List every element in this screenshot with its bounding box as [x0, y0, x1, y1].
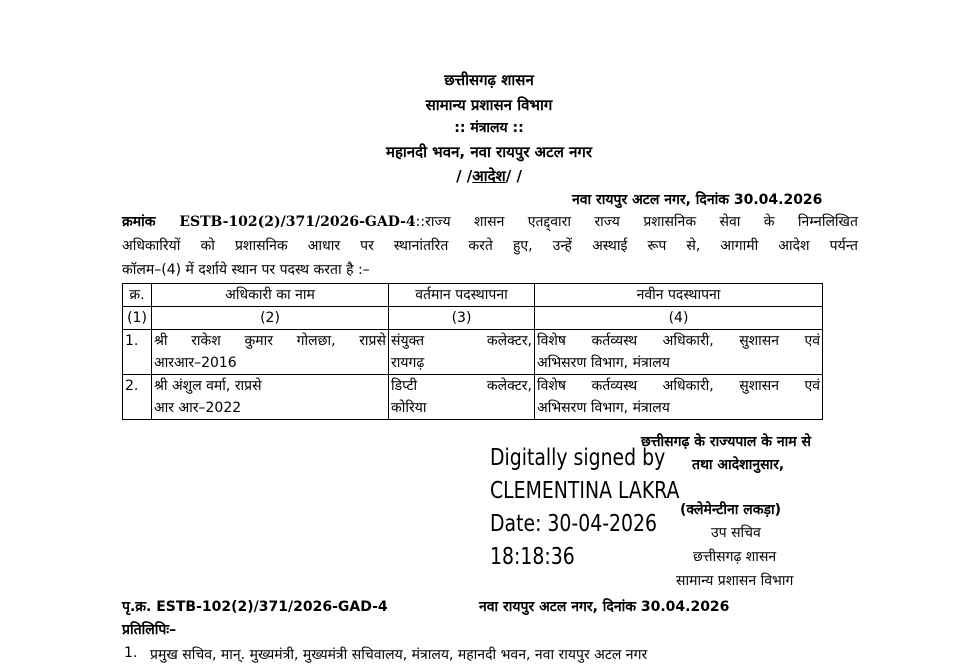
row-new-posting: [535, 375, 823, 420]
current-posting-line-1: डिप्टी कलेक्टर,: [391, 378, 532, 394]
table-header-row: [123, 284, 823, 307]
current-posting-line-2: कोरिया: [391, 400, 427, 416]
copy-item-text: प्रमुख सचिव, मान्. मुख्यमंत्री, मुख्यमंत्री सचिवालय, मंत्रालय, महानदी भवन, नवा रायपुर अटल नगर: [150, 647, 648, 663]
header-new-posting: नवीन पदस्थापना: [535, 284, 823, 307]
signatory-government: छत्तीसगढ़ शासन: [693, 549, 777, 565]
row-new-posting: [535, 330, 823, 375]
signatory-authority-line-2: तथा आदेशानुसार,: [692, 457, 785, 473]
row-sno: 2.: [123, 375, 152, 420]
digital-signature-line-1: Digitally signed by: [490, 445, 666, 471]
signatory-department: सामान्य प्रशासन विभाग: [676, 573, 794, 589]
signatory-name: (क्लेमेन्टीना लकड़ा): [680, 502, 781, 518]
colnum-3: (3): [389, 307, 535, 330]
new-posting-line-2: अभिसरण विभाग, मंत्रालय: [537, 400, 670, 416]
table-row: [123, 375, 823, 420]
table-colnum-row: [123, 307, 823, 330]
copy-to-label: प्रतिलिपिः–: [122, 622, 177, 638]
officer-name-line-2: आरआर–2016: [154, 355, 237, 371]
officer-name-line-1: श्री राकेश कुमार गोलछा, राप्रसे: [154, 333, 386, 349]
header-address: महानदी भवन, नवा रायपुर अटल नगर: [385, 143, 593, 161]
transfer-table: [122, 283, 823, 420]
order-reference: क्रमांक ESTB-102(2)/371/2026-GAD-4: [122, 214, 416, 230]
header-department: सामान्य प्रशासन विभाग: [425, 96, 553, 114]
row-officer-name: [152, 330, 389, 375]
digital-signature-name: CLEMENTINA LAKRA: [490, 478, 680, 504]
row-current-posting: [389, 330, 535, 375]
new-posting-line-1: विशेष कर्तव्यस्थ अधिकारी, सुशासन एवं: [537, 378, 820, 394]
current-posting-line-2: रायगढ़: [391, 355, 425, 371]
paragraph-line-3: कॉलम–(4) में दर्शाये स्थान पर पदस्थ करता है :–: [122, 262, 370, 278]
endorsement-place-date: नवा रायपुर अटल नगर, दिनांक 30.04.2026: [479, 599, 730, 615]
signatory-designation: उप सचिव: [711, 525, 761, 541]
colnum-4: (4): [535, 307, 823, 330]
paragraph-line-1-text: ::राज्य शासन एतद्द्वारा राज्य प्रशासनिक सेवा के निम्नलिखित: [415, 214, 858, 230]
signatory-authority-line-1: छत्तीसगढ़ के राज्यपाल के नाम से: [641, 434, 811, 450]
colnum-2: (2): [152, 307, 389, 330]
row-sno: 1.: [123, 330, 152, 375]
endorsement-reference: पृ.क्र. ESTB-102(2)/371/2026-GAD-4: [122, 599, 388, 615]
header-office: :: मंत्रालय ::: [454, 120, 524, 136]
row-current-posting: [389, 375, 535, 420]
copy-item-number: 1.: [124, 645, 138, 661]
header-officer-name: अधिकारी का नाम: [152, 284, 389, 307]
new-posting-line-1: विशेष कर्तव्यस्थ अधिकारी, सुशासन एवं: [537, 333, 820, 349]
new-posting-line-2: अभिसरण विभाग, मंत्रालय: [537, 355, 670, 371]
order-word: आदेश: [472, 167, 506, 185]
officer-name-line-1: श्री अंशुल वर्मा, राप्रसे: [154, 378, 262, 394]
order-paragraph: [122, 210, 858, 282]
table-row: [123, 330, 823, 375]
row-officer-name: [152, 375, 389, 420]
order-title: [0, 166, 978, 186]
paragraph-line-1: [122, 210, 858, 234]
order-prefix: / /: [456, 167, 473, 185]
paragraph-line-2: अधिकारियों को प्रशासनिक आधार पर स्थानांतरित करते हुए, उन्हें अस्थाई रूप से, आगामी आदेश पर्यन्त: [122, 238, 858, 254]
officer-name-line-2: आर आर–2022: [154, 400, 242, 416]
header-current-posting: वर्तमान पदस्थापना: [389, 284, 535, 307]
digital-signature-block: [490, 442, 679, 574]
digital-signature-time: 18:18:36: [490, 544, 575, 570]
header-sno: क्र.: [123, 284, 152, 307]
colnum-1: (1): [123, 307, 152, 330]
digital-signature-date: Date: 30-04-2026: [490, 511, 658, 537]
order-suffix: / /: [505, 167, 522, 185]
current-posting-line-1: संयुक्त कलेक्टर,: [391, 333, 532, 349]
order-date-line: नवा रायपुर अटल नगर, दिनांक 30.04.2026: [572, 192, 823, 208]
header-government: छत्तीसगढ़ शासन: [444, 71, 534, 89]
